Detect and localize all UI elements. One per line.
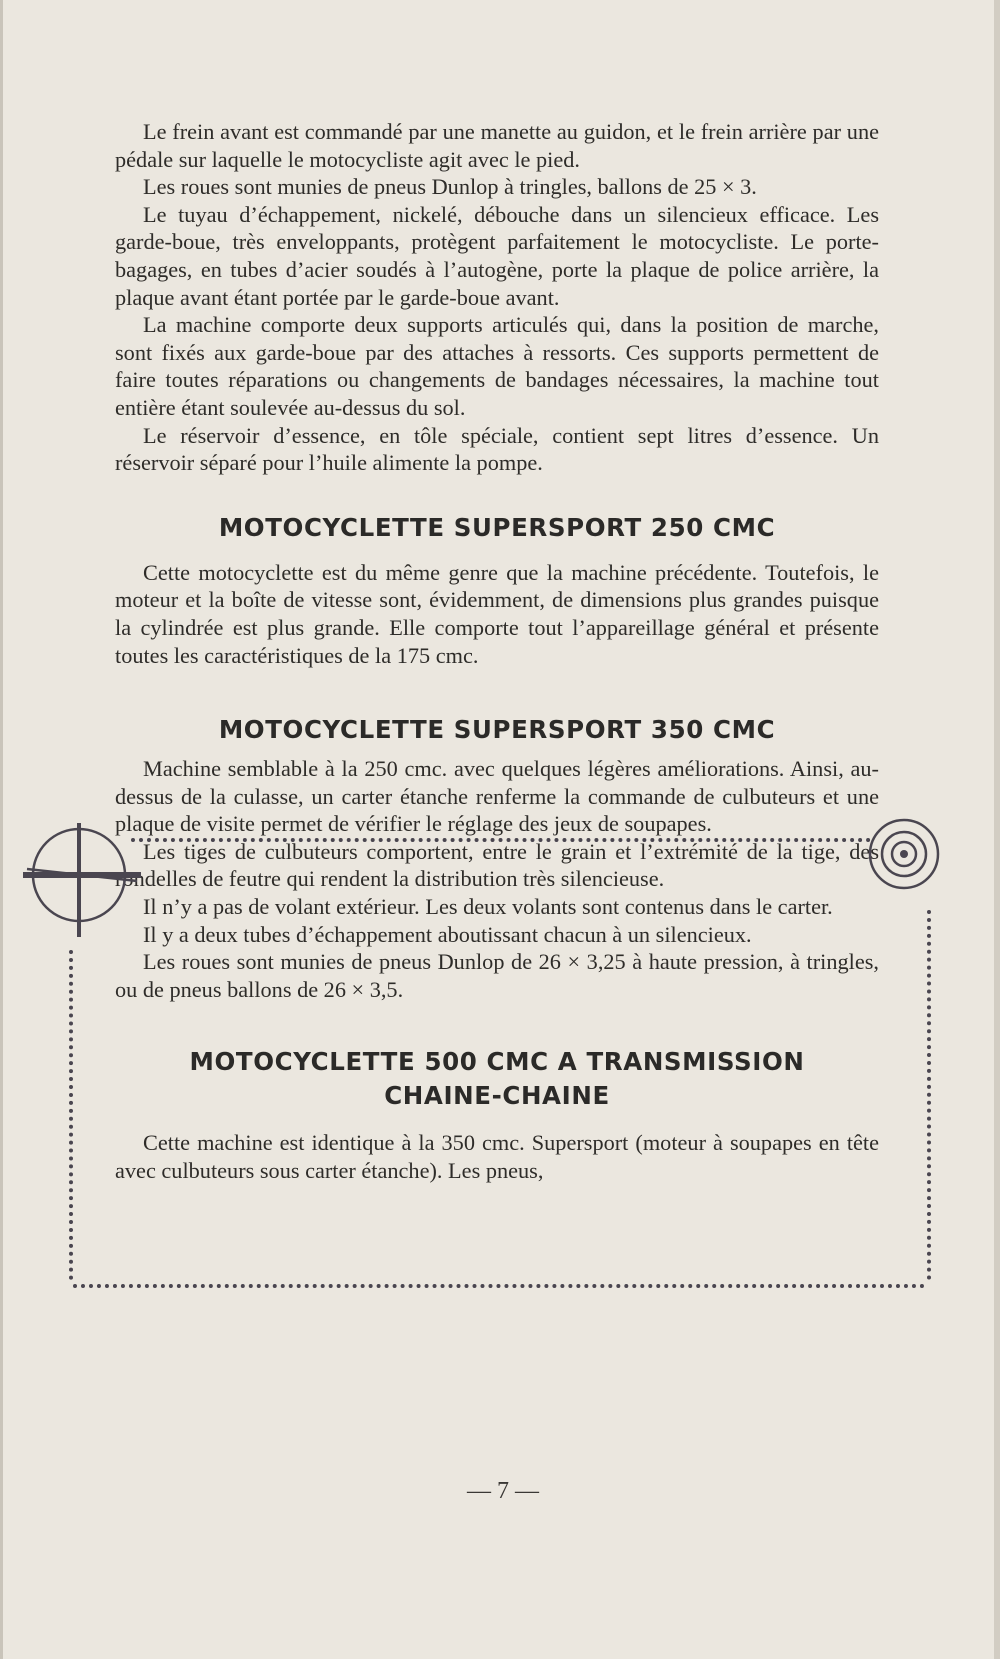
section-heading-500-line2: CHAINE-CHAINE bbox=[384, 1081, 610, 1111]
paragraph: Machine semblable à la 250 cmc. avec quelques légères améliorations. Ainsi, au-dessus de la culasse, un carter étanche renferme la commande de culbuteurs et une plaque de visite permet de vérifier le réglage des jeux de soupapes. bbox=[115, 756, 879, 837]
paragraph: Cette motocyclette est du même genre que la machine précédente. Toutefois, le moteur et la boîte de vitesse sont, évidemment, de dimensions plus grandes puisque la cylindrée est plus grande. Elle comporte tout l’appareillage général et présente toutes les caractéristiques de la 175 cmc. bbox=[115, 559, 879, 668]
paragraph: Le frein avant est commandé par une manette au guidon, et le frein arrière par une pédale sur laquelle le motocycliste agit avec le pied. bbox=[115, 119, 879, 172]
crosshair-annotation-icon bbox=[17, 815, 147, 945]
paragraph: Il n’y a pas de volant extérieur. Les deux volants sont contenus dans le carter. bbox=[143, 894, 833, 920]
page-number: — 7 — bbox=[467, 1478, 539, 1504]
paragraph: Le réservoir d’essence, en tôle spéciale, contient sept litres d’essence. Un réservoir séparé pour l’huile alimente la pompe. bbox=[115, 422, 879, 476]
pen-dotted-line-left bbox=[69, 950, 73, 1280]
paragraph: Les roues sont munies de pneus Dunlop de 26 × 3,25 à haute pression, à tringles, ou de pneus ballons de 26 × 3,5. bbox=[115, 949, 879, 1002]
pen-dotted-line-right bbox=[927, 910, 931, 1280]
section-heading-500 bbox=[115, 1045, 879, 1113]
page-content bbox=[115, 118, 879, 1185]
paragraph: Les roues sont munies de pneus Dunlop à tringles, ballons de 25 × 3. bbox=[143, 174, 757, 200]
section-heading-250: MOTOCYCLETTE SUPERSPORT 250 CMC bbox=[218, 512, 776, 542]
paragraph: Cette machine est identique à la 350 cmc. Supersport (moteur à soupapes en tête avec culbuteurs sous carter étanche). Les pneus, bbox=[115, 1130, 879, 1184]
paragraph: Les tiges de culbuteurs comportent, entre le grain et l’extrémité de la tige, des rondelles de feutre qui rendent la distribution très silencieuse. bbox=[115, 838, 879, 892]
pen-dotted-line-top bbox=[131, 838, 871, 842]
paragraph: Le tuyau d’échappement, nickelé, débouche dans un silencieux efficace. Les garde-boue, très enveloppants, protègent parfaitement le motocycliste. Le porte-bagages, en tubes d’acier soudés à l’autogène, porte la plaque de police arrière, la plaque avant étant portée par le garde-boue avant. bbox=[115, 201, 879, 310]
pen-dotted-line-bottom bbox=[73, 1284, 925, 1288]
paragraph: Il y a deux tubes d’échappement aboutissant chacun à un silencieux. bbox=[143, 921, 752, 947]
spiral-annotation-icon bbox=[858, 810, 948, 900]
section-heading-350: MOTOCYCLETTE SUPERSPORT 350 CMC bbox=[218, 715, 776, 745]
section-heading-500-line1: MOTOCYCLETTE 500 CMC A TRANSMISSION bbox=[189, 1047, 805, 1077]
paragraph: La machine comporte deux supports articulés qui, dans la position de marche, sont fixés aux garde-boue par des attaches à ressorts. Ces supports permettent de faire toutes réparations ou changements de bandages nécessaires, la machine tout entière étant soulevée au-dessus du sol. bbox=[115, 312, 879, 420]
